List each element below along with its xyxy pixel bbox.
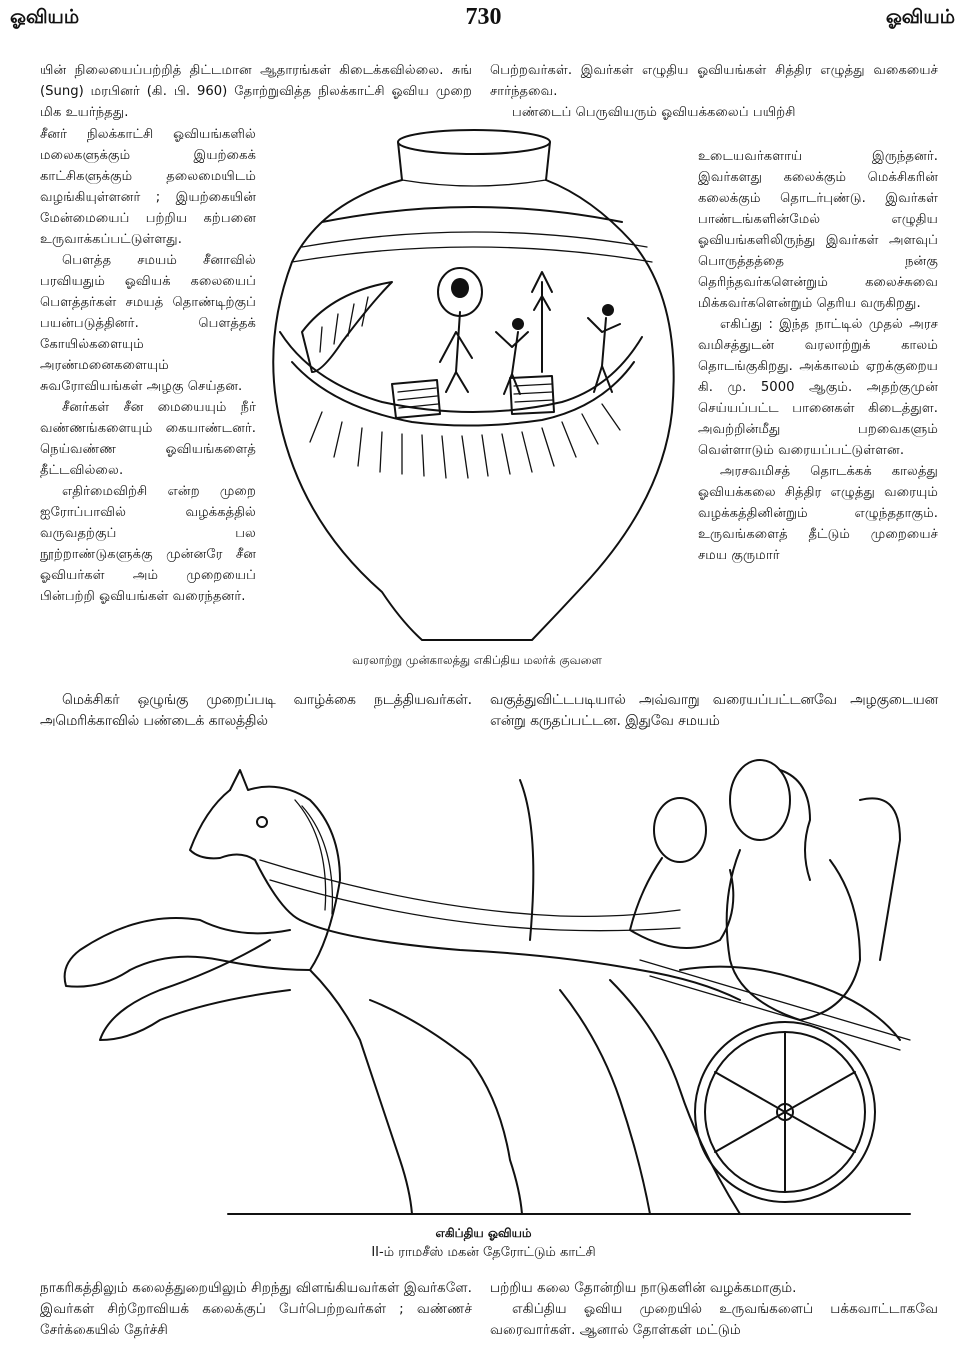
left-running-title: ஓவியம் (10, 6, 80, 28)
paragraph: சீனர் நிலக்காட்சி ஓவியங்களில் மலைகளுக்கும் இயற்கைக் காட்சிகளுக்கும் தலைமையிடம் வழங்கியுள்ளனர் ; இயற்கையின் மேன்மையைப் பற்றிய கற்பனை உருவாக்கப்பட்டுள்ளது. (40, 127, 256, 247)
paragraph: மெக்சிகர் ஒழுங்கு முறைப்படி வாழ்க்கை நடத்தியவர்கள். அமெரிக்காவில் பண்டைக் காலத்தில் (40, 692, 472, 729)
mid-left-column (40, 690, 472, 732)
egyptian-chariot-illustration (40, 740, 940, 1220)
vase-caption: வரலாற்று முன்காலத்து எகிப்திய மலர்க் குவளை (352, 653, 602, 667)
top-right-column (490, 60, 938, 123)
paragraph: பண்டைப் பெருவியரும் ஓவியக்கலைப் பயிற்சி (512, 105, 796, 120)
paragraph: சீனர்கள் சீன மையையும் நீர் வண்ணங்களையும் கையாண்டனர். நெய்வண்ண ஓவியங்களைத் தீட்டவில்லை. (40, 400, 256, 478)
paragraph: எகிப்து : இந்த நாட்டில் முதல் அரச வமிசத்துடன் வரலாற்றுக் காலம் தொடங்குகிறது. அக்காலம் ஏறக்குறைய கி. மு. 5000 ஆகும். அதற்குமுன் செய்யப்பட்ட பானைகள் கிடைத்துள. அவற்றின்மீது பறவைகளும் வெள்ளாடும் வரையப்பட்டுள்ளன. (698, 317, 938, 458)
paragraph: உடையவர்களாய் இருந்தனர். இவர்களது கலைக்கும் மெக்சிகரின் கலைக்கும் தொடர்புண்டு. இவர்கள் பாண்டங்களின்மேல் எழுதிய ஓவியங்களிலிருந்து இவர்கள் அளவுப் பொருத்தத்தை நன்கு தெரிந்தவர்களென்றும் கலைச்சுவை மிக்கவர்களென்றும் தெரிய வருகிறது. (698, 149, 938, 311)
bottom-left-column (40, 1278, 472, 1341)
chariot-caption-title: எகிப்திய ஓவியம் (435, 1226, 532, 1240)
narrow-right-column (698, 146, 938, 566)
narrow-left-column (40, 124, 256, 607)
paragraph: எதிர்மைவிற்சி என்ற முறை ஐரோப்பாவில் வழக்கத்தில் வருவதற்குப் பல நூற்றாண்டுகளுக்கு முன்னரே சீன ஓவியர்கள் அம் முறையைப் பின்பற்றி ஓவியங்கள் வரைந்தனர். (40, 484, 256, 604)
paragraph: எகிப்திய ஓவிய முறையில் உருவங்களைப் பக்கவாட்டாகவே வரைவார்கள். ஆனால் தோள்கள் மட்டும் (490, 1301, 938, 1338)
paragraph: நாகரிகத்திலும் கலைத்துறையிலும் சிறந்து விளங்கியவர்கள் இவர்களே. இவர்கள் சிற்றோவியக் கலைக்குப் பேர்பெற்றவர்கள் ; வண்ணச் சேர்க்கையில் தேர்ச்சி (40, 1280, 472, 1338)
paragraph: யின் நிலையைப்பற்றித் திட்டமான ஆதாரங்கள் கிடைக்கவில்லை. சுங் (Sung) மரபினர் (கி. பி. 960) தோற்றுவித்த நிலக்காட்சி ஓவிய முறை மிக உயர்ந்தது. (40, 63, 472, 120)
right-running-title: ஓவியம் (885, 6, 955, 28)
page-number: 730 (465, 4, 502, 30)
paragraph: அரசவமிசத் தொடக்கக் காலத்து ஓவியக்கலை சித்திர எழுத்து வரையும் வழக்கத்தினின்றும் எழுந்ததாகும். உருவங்களைத் தீட்டும் முறையைச் சமய குருமார் (698, 464, 938, 563)
mid-right-column (490, 690, 938, 732)
paragraph: பௌத்த சமயம் சீனாவில் பரவியதும் ஓவியக் கலையைப் பௌத்தர்கள் சமயத் தொண்டிற்குப் பயன்படுத்தினர். பௌத்தக் கோயில்களையும் அரண்மனைகளையும் சுவரோவியங்கள் அழகு செய்தன. (40, 253, 256, 394)
paragraph: பற்றிய கலை தோன்றிய நாடுகளின் வழக்கமாகும். (490, 1280, 797, 1296)
paragraph: பெற்றவர்கள். இவர்கள் எழுதிய ஓவியங்கள் சித்திர எழுத்து வகையைச் சார்ந்தவை. (490, 63, 938, 99)
bottom-right-column (490, 1278, 938, 1341)
top-left-column (40, 60, 472, 123)
egyptian-vase-illustration (262, 122, 692, 652)
paragraph: வகுத்துவிட்டபடியால் அவ்வாறு வரையப்பட்டனவே அழகுடையன என்று கருதப்பட்டன. இதுவே சமயம் (490, 692, 938, 729)
chariot-caption-subtitle: II-ம் ராமசீஸ் மகன் தேரோட்டும் காட்சி (371, 1245, 596, 1260)
